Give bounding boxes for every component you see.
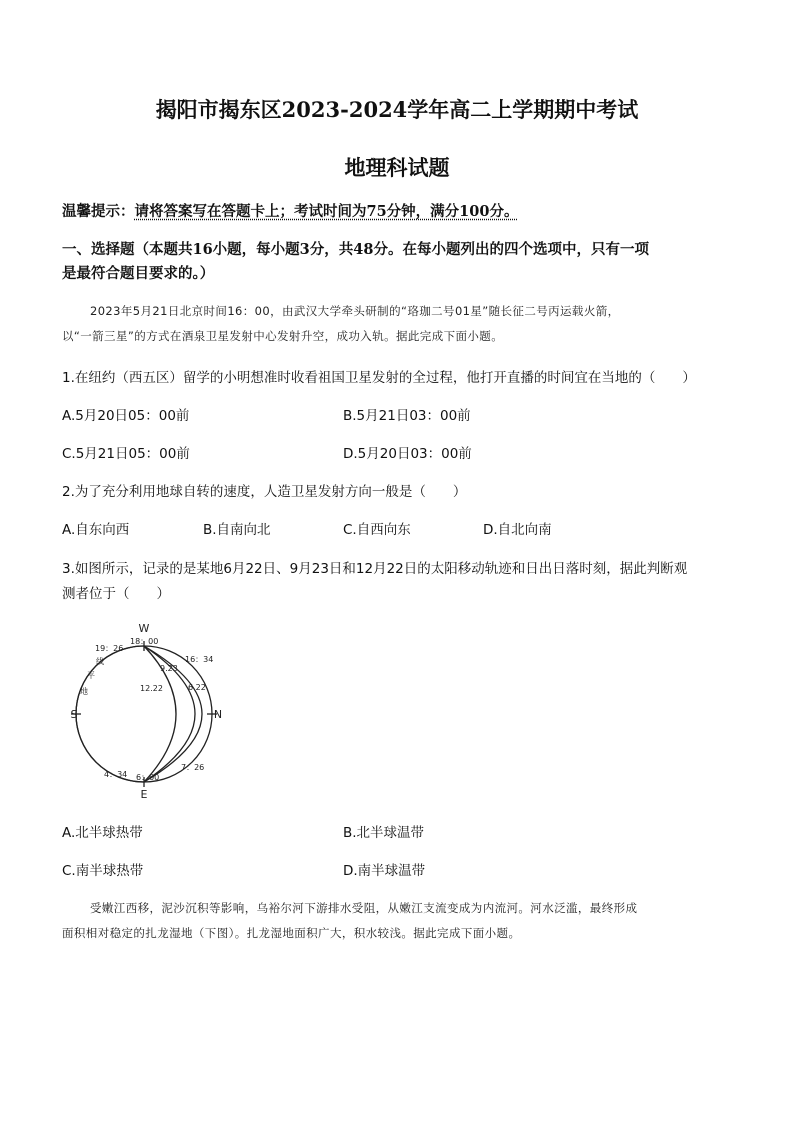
q3-option-a: A.北半球热带 — [62, 825, 143, 841]
section1-heading-line2: 是最符合题目要求的。） — [62, 265, 215, 282]
q3-stem-line2: 测者位于（ ） — [62, 586, 170, 602]
exam-subtitle: 地理科试题 — [344, 155, 450, 180]
dir-n-label: N — [213, 708, 223, 721]
dir-s-label: S — [70, 708, 78, 721]
q1-option-c: C.5月21日05：00前 — [62, 446, 190, 462]
section1-heading-line1: 一、选择题（本题共16小题，每小题3分，共48分。在每小题列出的四个选项中，只有一项 — [62, 241, 649, 258]
q3-option-b: B.北半球温带 — [343, 825, 425, 841]
horizon-char-3: 地 — [80, 687, 88, 696]
dir-e-label: E — [140, 788, 148, 801]
time-1926: 19：26 — [95, 644, 124, 653]
horizon-circle — [76, 646, 212, 782]
time-1800: 18：00 — [130, 637, 159, 646]
date-0622: 6.22 — [188, 683, 206, 692]
notice-text: 请将答案写在答题卡上；考试时间为75分钟，满分100分。 — [134, 203, 519, 220]
horizon-char-2: 平 — [87, 671, 95, 680]
passage2-line1: 受嫩江西移，泥沙沉积等影响，乌裕尔河下游排水受阻，从嫩江支流变成为内流河。河水泛滥，最终形成 — [90, 901, 638, 915]
q2-option-c: C.自西向东 — [343, 522, 411, 538]
time-1634: 16：34 — [185, 655, 214, 664]
q2-option-d: D.自北向南 — [483, 522, 552, 538]
q1-option-d: D.5月20日03：00前 — [343, 446, 472, 462]
passage1-line2: 以“一箭三星”的方式在酒泉卫星发射中心发射升空，成功入轨。据此完成下面小题。 — [62, 329, 504, 343]
date-0923: 9.23 — [160, 664, 178, 673]
time-0600: 6：00 — [136, 773, 160, 782]
notice — [62, 200, 518, 221]
q3-stem-line1: 3.如图所示，记录的是某地6月22日、9月23日和12月22日的太阳移动轨迹和日出日落时刻，据此判断观 — [62, 561, 688, 577]
q1-option-b: B.5月21日03：00前 — [343, 408, 471, 424]
time-0434: 4：34 — [104, 770, 128, 779]
sun-path-figure — [60, 615, 240, 805]
q2-stem: 2.为了充分利用地球自转的速度，人造卫星发射方向一般是（ ） — [62, 484, 467, 500]
passage1-line1: 2023年5月21日北京时间16：00，由武汉大学牵头研制的“珞珈二号01星”随长征二号丙运载火箭， — [90, 304, 620, 318]
passage2-line2: 面积相对稳定的扎龙湿地（下图）。扎龙湿地面积广大，积水较浅。据此完成下面小题。 — [62, 926, 521, 940]
q1-stem: 1.在纽约（西五区）留学的小明想准时收看祖国卫星发射的全过程，他打开直播的时间宜在当地的（ ） — [62, 370, 696, 386]
dir-w-label: W — [138, 622, 150, 635]
time-0726: 7：26 — [181, 763, 205, 772]
q2-option-b: B.自南向北 — [203, 522, 271, 538]
q2-option-a: A.自东向西 — [62, 522, 130, 538]
exam-title: 揭阳市揭东区2023-2024学年高二上学期期中考试 — [155, 97, 639, 122]
q3-option-c: C.南半球热带 — [62, 863, 144, 879]
date-1222: 12.22 — [140, 684, 163, 693]
path-south-half — [76, 646, 144, 782]
q1-option-a: A.5月20日05：00前 — [62, 408, 190, 424]
notice-label: 温馨提示： — [62, 203, 135, 220]
horizon-char-1: 线 — [96, 657, 104, 666]
q3-option-d: D.南半球温带 — [343, 863, 426, 879]
